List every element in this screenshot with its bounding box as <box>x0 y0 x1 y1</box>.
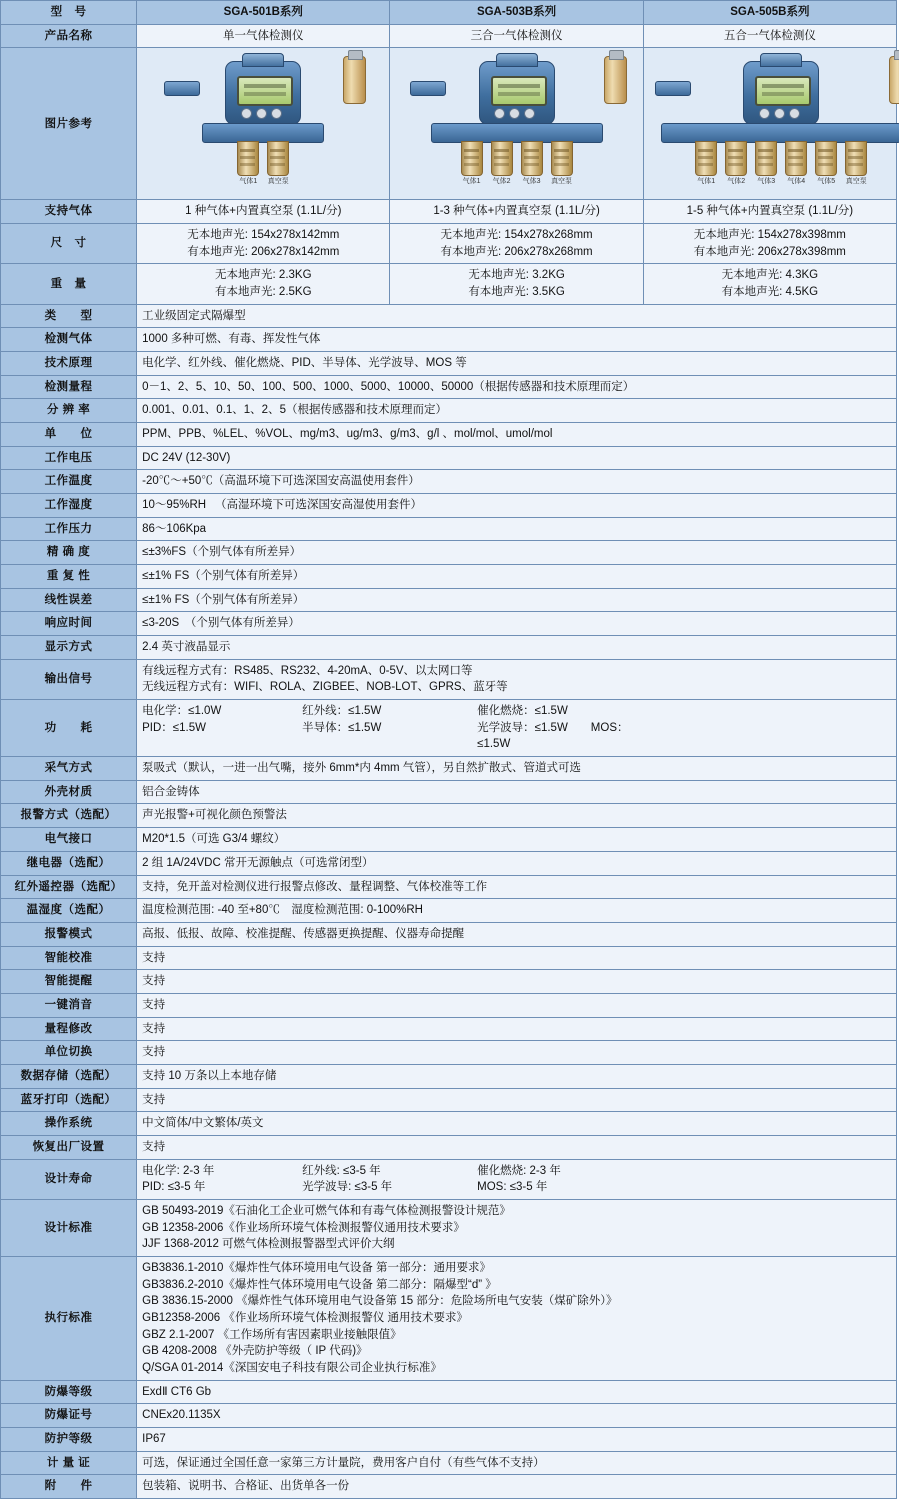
row-label: 防爆等级 <box>1 1380 137 1404</box>
cell-value <box>137 264 390 304</box>
row-label: 尺 寸 <box>1 224 137 264</box>
device-arm-icon <box>655 81 691 96</box>
cell-value <box>137 1256 897 1380</box>
cell-line <box>142 1163 891 1180</box>
row-label: 继电器（选配） <box>1 851 137 875</box>
table-row <box>1 264 897 304</box>
row-label: 重 量 <box>1 264 137 304</box>
row-label: 设计寿命 <box>1 1159 137 1199</box>
table-row <box>1 851 897 875</box>
cell-line: 有本地声光: 4.5KG <box>721 286 819 299</box>
table-row <box>1 565 897 589</box>
device-head-icon <box>225 61 301 125</box>
cell-value: 1-3 种气体+内置真空泵 (1.1L/分) <box>390 200 643 224</box>
row-label: 功 耗 <box>1 700 137 757</box>
table-row <box>1 352 897 376</box>
device-illustration <box>158 51 368 196</box>
table-row <box>1 1404 897 1428</box>
table-row <box>1 423 897 447</box>
cell-value <box>137 1159 897 1199</box>
table-row <box>1 875 897 899</box>
row-label: 外壳材质 <box>1 780 137 804</box>
power-item: 催化燃烧：≤1.5W <box>477 705 568 718</box>
row-label: 量程修改 <box>1 1017 137 1041</box>
cell-value <box>643 264 896 304</box>
table-row <box>1 399 897 423</box>
table-row-model <box>1 1 897 25</box>
row-label: 恢复出厂设置 <box>1 1135 137 1159</box>
life-item: 红外线: ≤3-5 年 <box>302 1164 381 1177</box>
cell-value: 铝合金铸体 <box>137 780 897 804</box>
cell-value: 温度检测范围: -40 至+80℃ 湿度检测范围: 0-100%RH <box>137 899 897 923</box>
cell-value: 五合一气体检测仪 <box>643 24 896 48</box>
row-label: 操作系统 <box>1 1112 137 1136</box>
cell-value <box>390 224 643 264</box>
cell-value: 2 组 1A/24VDC 常开无源触点（可选常闭型） <box>137 851 897 875</box>
device-head-icon <box>479 61 555 125</box>
table-row <box>1 24 897 48</box>
table-row <box>1 1256 897 1380</box>
device-illustration <box>649 51 899 196</box>
power-item: 半导体：≤1.5W <box>302 721 382 734</box>
row-label: 蓝牙打印（选配） <box>1 1088 137 1112</box>
table-row <box>1 993 897 1017</box>
row-label: 工作温度 <box>1 470 137 494</box>
cell-line: 无线远程方式有：WIFI、ROLA、ZIGBEE、NOB-LOT、GPRS、蓝牙等 <box>142 681 508 694</box>
device-port-labels: 气体1 气体2 气体3 气体4 气体5 真空泵 <box>697 178 867 186</box>
table-row <box>1 828 897 852</box>
device-manifold-icon <box>202 123 324 143</box>
device-head-icon <box>743 61 819 125</box>
life-item: MOS: ≤3-5 年 <box>477 1181 548 1194</box>
cell-line: 无本地声光: 2.3KG <box>215 269 312 282</box>
device-manifold-icon <box>431 123 603 143</box>
model-505b: SGA-505B系列 <box>643 1 896 25</box>
cell-value: 支持，免开盖对检测仪进行报警点修改、量程调整、气体校准等工作 <box>137 875 897 899</box>
cell-value: 声光报警+可视化颜色预警法 <box>137 804 897 828</box>
table-row <box>1 757 897 781</box>
table-row <box>1 541 897 565</box>
standard-item: GB12358-2006 《作业场所环境气体检测报警仪 通用技术要求》 <box>142 1311 469 1324</box>
table-row <box>1 1199 897 1256</box>
table-row-images <box>1 48 897 200</box>
cell-value: 支持 <box>137 1017 897 1041</box>
device-arm-icon <box>410 81 446 96</box>
standard-item: GB3836.2-2010《爆炸性气体环境用电气设备 第二部分：隔爆型“d” 》 <box>142 1278 497 1291</box>
table-row <box>1 375 897 399</box>
model-503b: SGA-503B系列 <box>390 1 643 25</box>
cell-value: 1000 多种可燃、有毒、挥发性气体 <box>137 328 897 352</box>
row-label: 采气方式 <box>1 757 137 781</box>
table-row <box>1 588 897 612</box>
table-row <box>1 659 897 699</box>
cell-value: 三合一气体检测仪 <box>390 24 643 48</box>
row-label: 检测气体 <box>1 328 137 352</box>
cell-line: 有本地声光: 206x278x268mm <box>440 245 593 258</box>
table-row <box>1 1451 897 1475</box>
row-label-model: 型 号 <box>1 1 137 25</box>
standard-item: JJF 1368-2012 可燃气体检测报警器型式评价大纲 <box>142 1238 395 1251</box>
row-label: 工作湿度 <box>1 494 137 518</box>
cell-value: 中文简体/中文繁体/英文 <box>137 1112 897 1136</box>
cell-value: DC 24V (12-30V) <box>137 446 897 470</box>
cell-line: 有本地声光: 2.5KG <box>215 286 312 299</box>
cell-line: 无本地声光: 154x278x268mm <box>440 229 593 242</box>
cell-value: 电化学、红外线、催化燃烧、PID、半导体、光学波导、MOS 等 <box>137 352 897 376</box>
table-row <box>1 612 897 636</box>
table-row <box>1 470 897 494</box>
table-row <box>1 1064 897 1088</box>
cell-value: ≤±3%FS（个别气体有所差异） <box>137 541 897 565</box>
row-label: 电气接口 <box>1 828 137 852</box>
table-row <box>1 1088 897 1112</box>
device-cylinder-icon <box>343 56 366 104</box>
cell-value: 泵吸式（默认，一进一出气嘴，接外 6mm*内 4mm 气管），另自然扩散式、管道式可选 <box>137 757 897 781</box>
standard-item: GB 12358-2006《作业场所环境气体检测报警仪通用技术要求》 <box>142 1221 465 1234</box>
cell-line: 无本地声光: 154x278x398mm <box>693 229 846 242</box>
device-image-501b <box>137 48 390 200</box>
row-label: 技术原理 <box>1 352 137 376</box>
device-cylinder-icon <box>889 56 899 104</box>
table-row <box>1 1380 897 1404</box>
row-label: 防护等级 <box>1 1427 137 1451</box>
cell-value <box>390 264 643 304</box>
row-label: 报警方式（选配） <box>1 804 137 828</box>
power-item: PID：≤1.5W <box>142 721 206 734</box>
cell-value: 支持 <box>137 993 897 1017</box>
row-label: 数据存储（选配） <box>1 1064 137 1088</box>
table-row <box>1 922 897 946</box>
life-item: 光学波导: ≤3-5 年 <box>302 1181 393 1194</box>
life-item: PID: ≤3-5 年 <box>142 1181 206 1194</box>
device-arm-icon <box>164 81 200 96</box>
table-row <box>1 517 897 541</box>
cell-value: 1-5 种气体+内置真空泵 (1.1L/分) <box>643 200 896 224</box>
cell-value: 可选，保证通过全国任意一家第三方计量院，费用客户自付（有些气体不支持） <box>137 1451 897 1475</box>
standard-item: GB 50493-2019《石油化工企业可燃气体和有毒气体检测报警设计规范》 <box>142 1204 511 1217</box>
table-row <box>1 1475 897 1499</box>
cell-value: 高报、低报、故障、校准提醒、传感器更换提醒、仪器寿命提醒 <box>137 922 897 946</box>
life-item: 催化燃烧: 2-3 年 <box>477 1164 561 1177</box>
cell-value: 支持 <box>137 970 897 994</box>
row-label: 检测量程 <box>1 375 137 399</box>
cell-value: M20*1.5（可选 G3/4 螺纹） <box>137 828 897 852</box>
standard-item: GB3836.1-2010《爆炸性气体环境用电气设备 第一部分：通用要求》 <box>142 1261 492 1274</box>
row-label: 单 位 <box>1 423 137 447</box>
cell-value <box>137 224 390 264</box>
cell-value: ≤±1% FS（个别气体有所差异） <box>137 588 897 612</box>
model-501b: SGA-501B系列 <box>137 1 390 25</box>
table-row <box>1 970 897 994</box>
row-label: 精 确 度 <box>1 541 137 565</box>
device-port-labels: 气体1 真空泵 <box>239 178 289 186</box>
cell-value: 2.4 英寸液晶显示 <box>137 636 897 660</box>
device-ports <box>695 141 867 176</box>
row-label: 响应时间 <box>1 612 137 636</box>
cell-line <box>142 1179 891 1196</box>
table-row <box>1 804 897 828</box>
row-label: 类 型 <box>1 304 137 328</box>
row-label: 支持气体 <box>1 200 137 224</box>
device-image-505b <box>643 48 896 200</box>
cell-value: 支持 <box>137 1088 897 1112</box>
table-row <box>1 1159 897 1199</box>
power-item: 红外线：≤1.5W <box>302 705 382 718</box>
cell-value: ≤±1% FS（个别气体有所差异） <box>137 565 897 589</box>
table-row <box>1 1041 897 1065</box>
table-row <box>1 224 897 264</box>
table-row <box>1 304 897 328</box>
standard-item: GB 3836.15-2000 《爆炸性气体环境用电气设备第 15 部分：危险场所电气安装（煤矿除外）》 <box>142 1295 618 1308</box>
device-image-503b <box>390 48 643 200</box>
device-ports <box>461 141 573 176</box>
row-label: 报警模式 <box>1 922 137 946</box>
row-label: 图片参考 <box>1 48 137 200</box>
row-label: 附 件 <box>1 1475 137 1499</box>
cell-value <box>137 1199 897 1256</box>
table-row <box>1 1427 897 1451</box>
cell-value <box>137 659 897 699</box>
cell-value: CNEx20.1135X <box>137 1404 897 1428</box>
cell-line <box>142 703 891 720</box>
row-label: 产品名称 <box>1 24 137 48</box>
row-label: 温湿度（选配） <box>1 899 137 923</box>
row-label: 单位切换 <box>1 1041 137 1065</box>
row-label: 输出信号 <box>1 659 137 699</box>
cell-value: 支持 <box>137 946 897 970</box>
standard-item: GB 4208-2008 《外壳防护等级（ IP 代码)》 <box>142 1345 368 1358</box>
table-row <box>1 446 897 470</box>
device-port-labels: 气体1 气体2 气体3 真空泵 <box>462 178 573 186</box>
cell-value: 工业级固定式隔爆型 <box>137 304 897 328</box>
cell-value: 0.001、0.01、0.1、1、2、5（根据传感器和技术原理而定） <box>137 399 897 423</box>
cell-line <box>142 720 891 753</box>
table-row <box>1 946 897 970</box>
cell-line: 无本地声光: 3.2KG <box>468 269 565 282</box>
cell-value <box>643 224 896 264</box>
row-label: 智能校准 <box>1 946 137 970</box>
cell-line: 有线远程方式有：RS485、RS232、4-20mA、0-5V、以太网口等 <box>142 664 473 677</box>
cell-value: 支持 <box>137 1135 897 1159</box>
cell-value: 10～95%RH （高湿环境下可选深国安高湿使用套件） <box>137 494 897 518</box>
cell-value: 0－1、2、5、10、50、100、500、1000、5000、10000、50000（根据传感器和技术原理而定） <box>137 375 897 399</box>
cell-line: 有本地声光: 206x278x398mm <box>693 245 846 258</box>
cell-value: PPM、PPB、%LEL、%VOL、mg/m3、ug/m3、g/m3、g/l 、mol/mol、umol/mol <box>137 423 897 447</box>
row-label: 计 量 证 <box>1 1451 137 1475</box>
table-row <box>1 780 897 804</box>
cell-value: ExdⅡ CT6 Gb <box>137 1380 897 1404</box>
row-label: 工作电压 <box>1 446 137 470</box>
cell-value: 86～106Kpa <box>137 517 897 541</box>
cell-value: IP67 <box>137 1427 897 1451</box>
cell-value <box>137 700 897 757</box>
row-label: 线性误差 <box>1 588 137 612</box>
device-cylinder-icon <box>604 56 627 104</box>
table-row <box>1 1017 897 1041</box>
row-label: 红外遥控器（选配） <box>1 875 137 899</box>
table-row <box>1 328 897 352</box>
device-ports <box>237 141 289 176</box>
row-label: 智能提醒 <box>1 970 137 994</box>
cell-value: -20℃～+50℃（高温环境下可选深国安高温使用套件） <box>137 470 897 494</box>
cell-value: 支持 <box>137 1041 897 1065</box>
table-row <box>1 636 897 660</box>
standard-item: GBZ 2.1-2007 《工作场所有害因素职业接触限值》 <box>142 1328 402 1341</box>
row-label: 显示方式 <box>1 636 137 660</box>
table-row <box>1 200 897 224</box>
device-illustration <box>404 51 629 196</box>
row-label: 工作压力 <box>1 517 137 541</box>
table-row <box>1 1135 897 1159</box>
row-label: 设计标准 <box>1 1199 137 1256</box>
standard-item: Q/SGA 01-2014《深国安电子科技有限公司企业执行标准》 <box>142 1361 442 1374</box>
cell-line: 无本地声光: 154x278x142mm <box>187 229 340 242</box>
table-row <box>1 700 897 757</box>
row-label: 防爆证号 <box>1 1404 137 1428</box>
table-row <box>1 899 897 923</box>
device-manifold-icon <box>661 123 899 143</box>
cell-line: 有本地声光: 206x278x142mm <box>187 245 340 258</box>
cell-line: 有本地声光: 3.5KG <box>468 286 565 299</box>
cell-value: 支持 10 万条以上本地存储 <box>137 1064 897 1088</box>
life-item: 电化学: 2-3 年 <box>142 1164 215 1177</box>
table-row <box>1 494 897 518</box>
table-row <box>1 1112 897 1136</box>
power-item: 电化学：≤1.0W <box>142 705 222 718</box>
cell-value: ≤3-20S （个别气体有所差异） <box>137 612 897 636</box>
power-item: 光学波导：≤1.5W MOS：≤1.5W <box>477 721 629 751</box>
row-label: 分 辨 率 <box>1 399 137 423</box>
row-label: 重 复 性 <box>1 565 137 589</box>
cell-value: 1 种气体+内置真空泵 (1.1L/分) <box>137 200 390 224</box>
cell-value: 单一气体检测仪 <box>137 24 390 48</box>
row-label: 一键消音 <box>1 993 137 1017</box>
cell-value: 包装箱、说明书、合格证、出货单各一份 <box>137 1475 897 1499</box>
row-label: 执行标准 <box>1 1256 137 1380</box>
cell-line: 无本地声光: 4.3KG <box>721 269 819 282</box>
